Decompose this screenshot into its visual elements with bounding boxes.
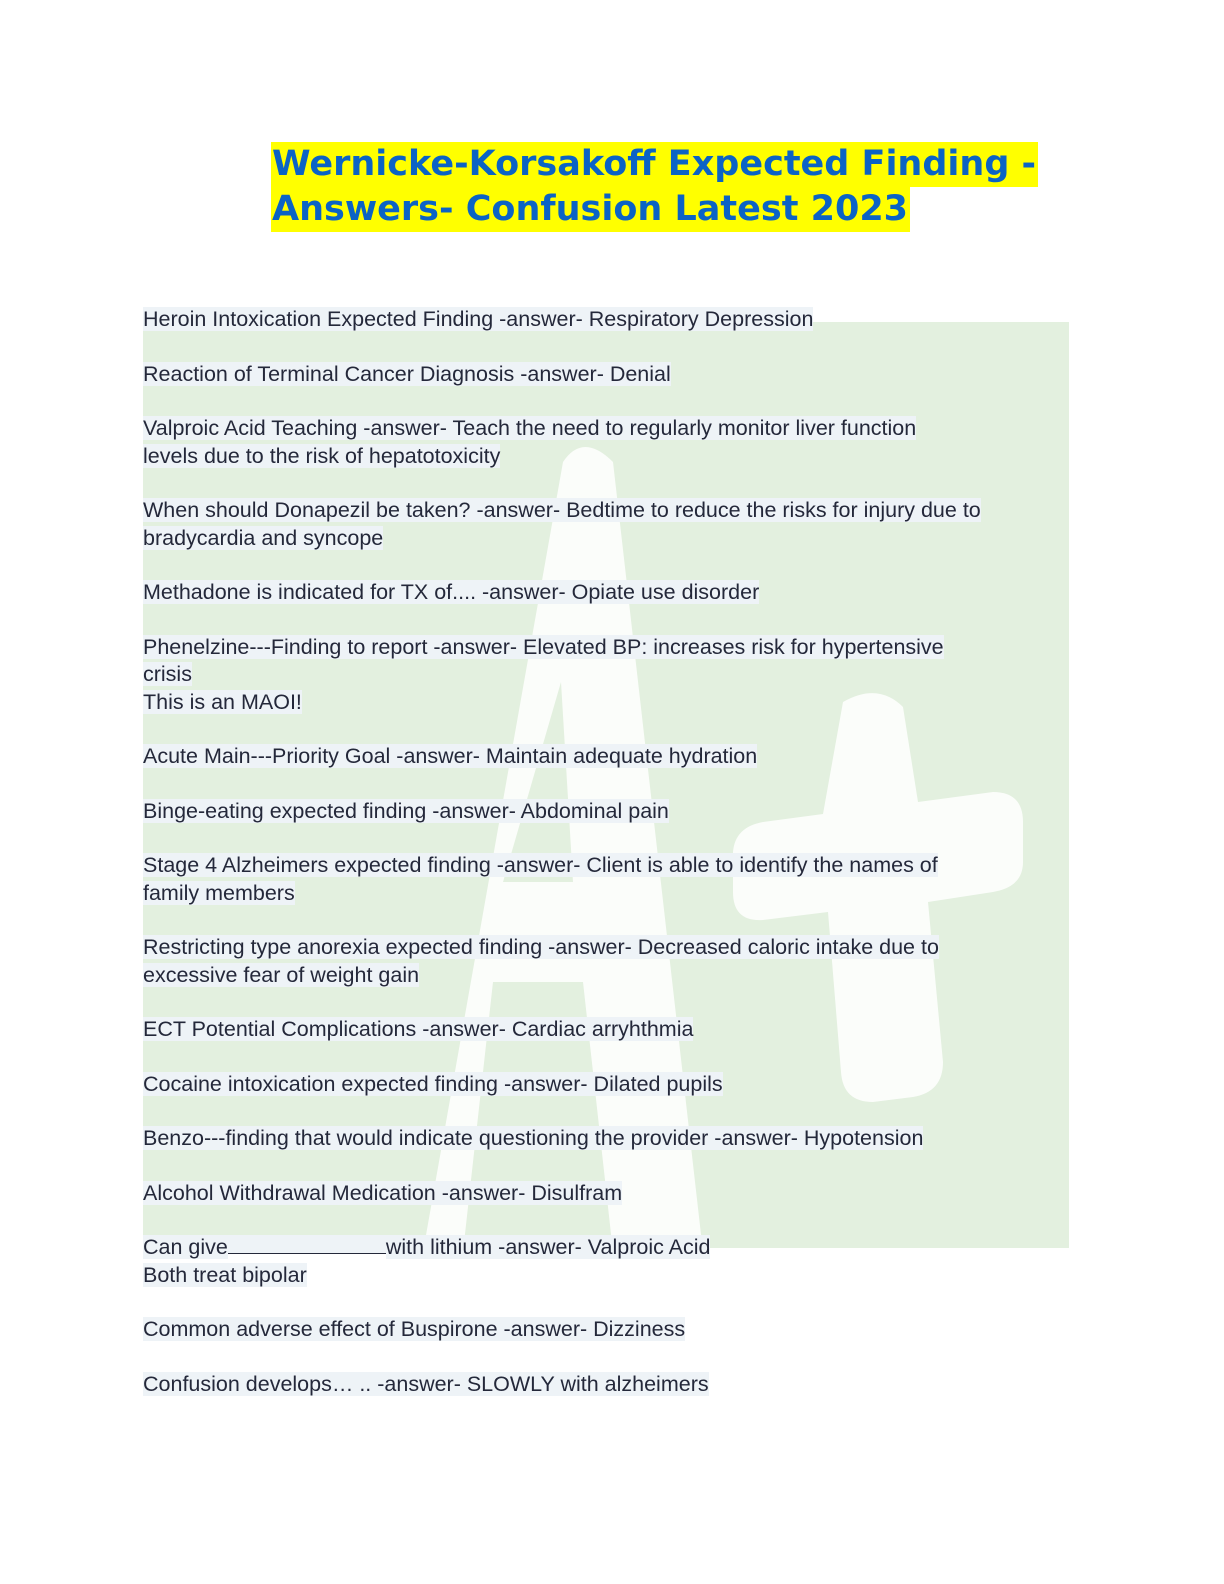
qa-item (143, 1180, 1078, 1208)
qa-item (143, 798, 1078, 826)
qa-line: Restricting type anorexia expected finding -answer- Decreased caloric intake due to (143, 935, 939, 959)
qa-item (143, 634, 1078, 717)
qa-line: crisis (143, 662, 192, 686)
qa-line: ECT Potential Complications -answer- Cardiac arryhthmia (143, 1017, 694, 1041)
qa-line: Confusion develops… .. -answer- SLOWLY with alzheimers (143, 1371, 709, 1396)
qa-line: family members (143, 880, 295, 905)
qa-line: Acute Main---Priority Goal -answer- Maintain adequate hydration (143, 744, 758, 768)
fill-in-blank (228, 1235, 386, 1254)
qa-item (143, 415, 1078, 470)
qa-line: Methadone is indicated for TX of.... -answer- Opiate use disorder (143, 580, 760, 604)
qa-item (143, 1316, 1078, 1344)
title-line-1: Wernicke-Korsakoff Expected Finding - (271, 142, 1038, 187)
qa-item (143, 361, 1078, 389)
qa-item (143, 1234, 1078, 1289)
qa-item (143, 306, 1078, 334)
qa-line: Phenelzine---Finding to report -answer- Elevated BP: increases risk for hypertensive (143, 634, 944, 659)
title-line-2: Answers- Confusion Latest 2023 (271, 187, 910, 232)
qa-line: excessive fear of weight gain (143, 962, 420, 987)
qa-item (143, 579, 1078, 607)
qa-list (143, 306, 1078, 1425)
qa-line: levels due to the risk of hepatotoxicity (143, 443, 501, 468)
blank-prefix: Can give (143, 1235, 228, 1259)
qa-line: Valproic Acid Teaching -answer- Teach the need to regularly monitor liver function (143, 416, 917, 440)
qa-line: Stage 4 Alzheimers expected finding -answer- Client is able to identify the names of (143, 853, 938, 877)
qa-line: Alcohol Withdrawal Medication -answer- Disulfram (143, 1180, 623, 1205)
document-title (271, 142, 1041, 232)
qa-line: This is an MAOI! (143, 689, 302, 714)
qa-line: Benzo---finding that would indicate questioning the provider -answer- Hypotension (143, 1126, 924, 1150)
qa-item (143, 1016, 1078, 1044)
qa-line: Binge-eating expected finding -answer- Abdominal pain (143, 798, 669, 823)
qa-line: Common adverse effect of Buspirone -answer- Dizziness (143, 1317, 686, 1341)
qa-item (143, 1071, 1078, 1099)
qa-item (143, 852, 1078, 907)
qa-item (143, 743, 1078, 771)
qa-item (143, 1125, 1078, 1153)
qa-line: bradycardia and syncope (143, 525, 384, 550)
qa-item (143, 497, 1078, 552)
blank-suffix: with lithium -answer- Valproic Acid (385, 1235, 711, 1259)
qa-line: Heroin Intoxication Expected Finding -answer- Respiratory Depression (143, 307, 814, 331)
qa-line: When should Donapezil be taken? -answer- Bedtime to reduce the risks for injury due to (143, 498, 981, 522)
qa-line: Both treat bipolar (143, 1262, 307, 1287)
qa-line: Reaction of Terminal Cancer Diagnosis -answer- Denial (143, 361, 671, 386)
qa-item (143, 1371, 1078, 1399)
qa-item (143, 934, 1078, 989)
qa-line: Cocaine intoxication expected finding -answer- Dilated pupils (143, 1071, 723, 1096)
